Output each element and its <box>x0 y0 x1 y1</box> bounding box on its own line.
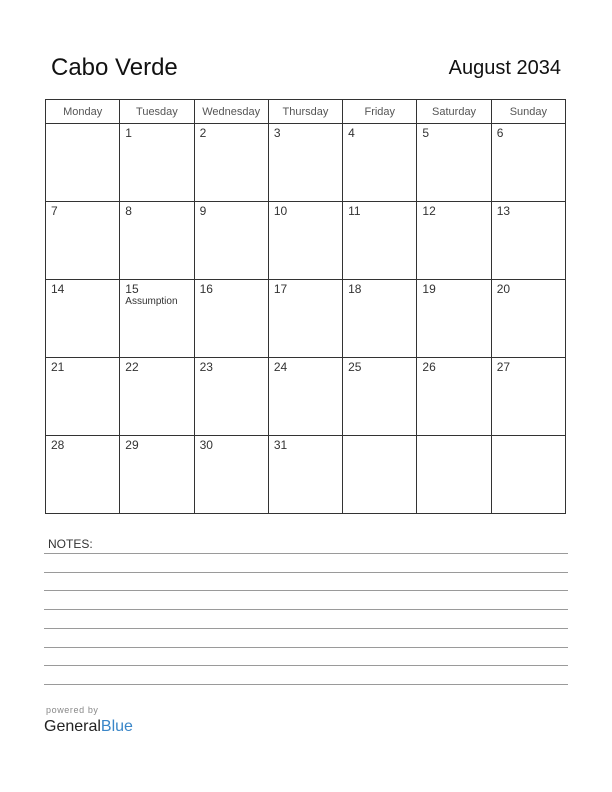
day-number: 5 <box>422 126 430 140</box>
day-number: 19 <box>422 282 436 296</box>
week-row <box>46 202 566 280</box>
month-year-title: August 2034 <box>448 57 561 79</box>
day-cell <box>46 124 120 202</box>
week-row <box>46 124 566 202</box>
day-number: 18 <box>348 282 362 296</box>
day-number: 12 <box>422 204 436 218</box>
day-cell <box>417 124 491 202</box>
day-cell <box>120 202 194 280</box>
day-cell <box>268 124 342 202</box>
day-number: 15 <box>125 282 139 296</box>
day-number <box>46 124 119 126</box>
day-cell <box>268 358 342 436</box>
day-cell <box>491 124 565 202</box>
day-cell <box>268 280 342 358</box>
generalblue-logo <box>44 717 133 737</box>
day-cell <box>491 436 565 514</box>
day-number: 8 <box>125 204 132 218</box>
day-number: 4 <box>348 126 355 140</box>
day-cell <box>194 202 268 280</box>
day-cell <box>194 280 268 358</box>
day-cell <box>194 436 268 514</box>
day-number: 30 <box>199 438 213 452</box>
day-cell <box>417 436 491 514</box>
day-number: 3 <box>273 126 281 140</box>
weekday-sunday: Sunday <box>491 100 565 124</box>
note-line <box>44 665 568 666</box>
holiday-label: Assumption <box>125 296 178 307</box>
day-number: 24 <box>273 360 288 374</box>
note-line <box>44 628 568 629</box>
brand-blue-text: Blue <box>100 718 133 735</box>
note-line <box>44 590 568 591</box>
day-number: 16 <box>199 282 213 296</box>
country-title: Cabo Verde <box>51 54 178 81</box>
day-cell <box>120 280 194 358</box>
brand-general-text: General <box>44 718 101 735</box>
day-cell <box>417 202 491 280</box>
day-number: 6 <box>496 126 504 140</box>
day-number: 21 <box>51 360 65 374</box>
day-number: 11 <box>348 204 361 218</box>
day-cell <box>120 358 194 436</box>
week-row <box>46 436 566 514</box>
day-number: 1 <box>125 126 132 140</box>
weekday-wednesday: Wednesday <box>194 100 268 124</box>
day-cell <box>46 202 120 280</box>
calendar-grid <box>45 99 566 514</box>
day-cell <box>46 280 120 358</box>
weekday-tuesday: Tuesday <box>120 100 194 124</box>
day-cell <box>343 124 417 202</box>
note-line <box>44 553 568 554</box>
note-line <box>44 609 568 610</box>
week-row <box>46 280 566 358</box>
weekday-thursday: Thursday <box>268 100 342 124</box>
weekday-monday: Monday <box>46 100 120 124</box>
day-number: 31 <box>273 438 288 452</box>
day-cell <box>491 280 565 358</box>
day-cell <box>194 124 268 202</box>
note-line <box>44 647 568 648</box>
note-line <box>44 572 568 573</box>
day-number: 20 <box>496 282 511 296</box>
day-cell <box>194 358 268 436</box>
day-cell <box>343 202 417 280</box>
weekday-friday: Friday <box>343 100 417 124</box>
day-cell <box>343 436 417 514</box>
day-number: 13 <box>496 204 511 218</box>
day-cell <box>46 358 120 436</box>
day-number: 22 <box>125 360 139 374</box>
day-cell <box>120 436 194 514</box>
week-row <box>46 358 566 436</box>
day-cell <box>417 358 491 436</box>
day-number <box>417 436 490 438</box>
day-number <box>492 436 565 438</box>
day-cell <box>46 436 120 514</box>
day-number: 10 <box>273 204 288 218</box>
day-cell <box>417 280 491 358</box>
notes-label: NOTES: <box>48 537 93 551</box>
day-number: 28 <box>51 438 65 452</box>
calendar-body <box>46 124 566 514</box>
day-number: 2 <box>199 126 207 140</box>
day-cell <box>268 202 342 280</box>
day-number <box>343 436 416 438</box>
day-number: 14 <box>51 282 65 296</box>
day-number: 9 <box>199 204 207 218</box>
day-cell <box>491 202 565 280</box>
weekday-saturday: Saturday <box>417 100 491 124</box>
day-number: 26 <box>422 360 436 374</box>
day-number: 25 <box>348 360 362 374</box>
note-line <box>44 684 568 685</box>
day-number: 29 <box>125 438 139 452</box>
weekday-header-row <box>46 100 566 124</box>
powered-by-text: powered by <box>46 705 99 715</box>
day-number: 27 <box>496 360 511 374</box>
day-cell <box>268 436 342 514</box>
day-cell <box>343 358 417 436</box>
day-number: 23 <box>199 360 213 374</box>
day-cell <box>343 280 417 358</box>
day-cell <box>120 124 194 202</box>
day-number: 7 <box>51 204 58 218</box>
day-number: 17 <box>273 282 288 296</box>
day-cell <box>491 358 565 436</box>
